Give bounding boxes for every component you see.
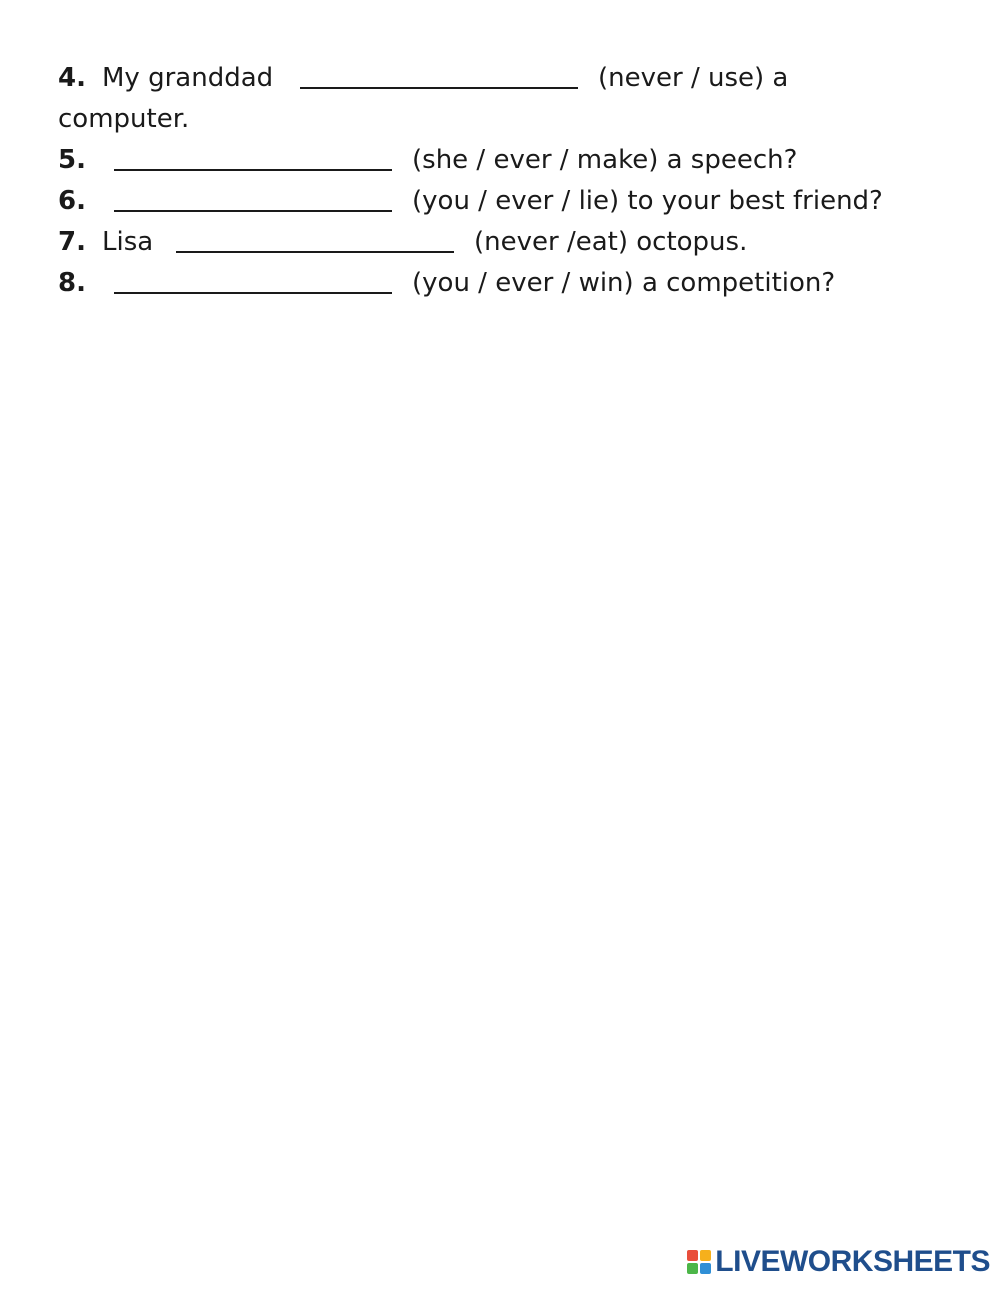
exercise-6 [58,181,958,222]
exercise-continuation: computer. [58,104,190,134]
exercise-hint: (never /eat) octopus. [474,227,748,257]
exercise-hint: (she / ever / make) a speech? [412,145,798,175]
exercise-number: 8. [58,268,86,298]
exercise-4 [58,58,958,99]
logo-square-icon [700,1263,711,1274]
logo-square-icon [687,1250,698,1261]
answer-blank-6[interactable] [114,181,392,222]
exercise-number: 7. [58,227,86,257]
logo-squares-icon [687,1250,711,1274]
liveworksheets-logo[interactable] [687,1247,990,1277]
logo-square-icon [700,1250,711,1261]
exercise-4-continuation [58,99,958,140]
exercise-subject: Lisa [102,227,154,257]
exercise-number: 5. [58,145,86,175]
answer-blank-8[interactable] [114,263,392,304]
exercise-hint: (you / ever / lie) to your best friend? [412,186,883,216]
exercise-hint: (you / ever / win) a competition? [412,268,836,298]
logo-square-icon [687,1263,698,1274]
logo-text: LIVEWORKSHEETS [715,1245,990,1278]
answer-blank-5[interactable] [114,140,392,181]
exercise-8 [58,263,958,304]
exercise-subject: My granddad [102,63,274,93]
exercise-number: 6. [58,186,86,216]
exercise-5 [58,140,958,181]
worksheet [58,58,958,304]
answer-blank-7[interactable] [176,222,454,263]
exercise-hint: (never / use) a [598,63,789,93]
exercise-number: 4. [58,63,86,93]
exercise-7 [58,222,958,263]
answer-blank-4[interactable] [300,58,578,99]
